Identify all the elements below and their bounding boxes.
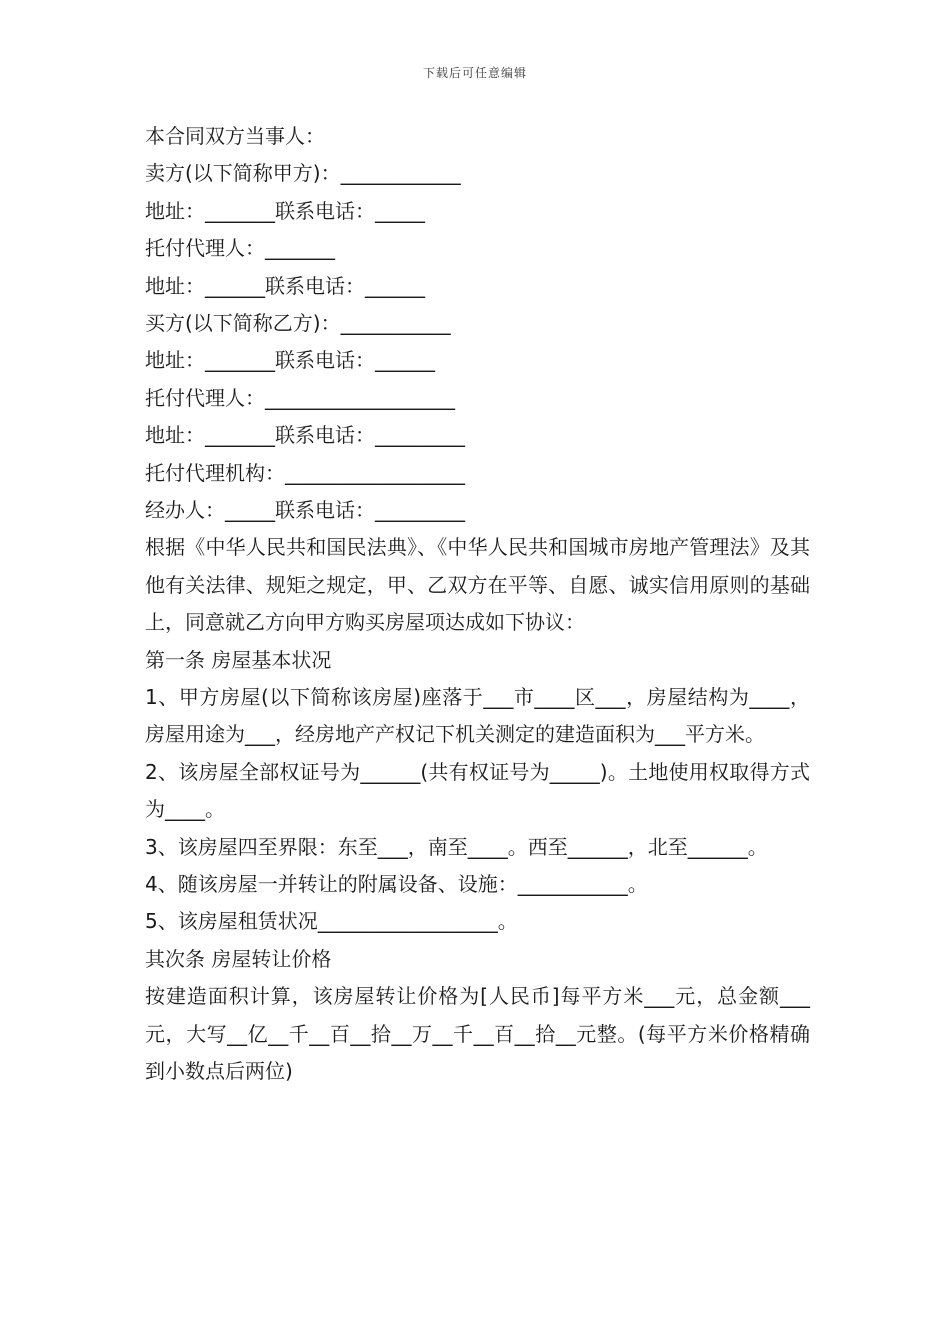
article1-item-4: 4、随该房屋一并转让的附属设备、设施：___________。 xyxy=(145,871,648,896)
intro-paragraph: 根据《中华人民共和国民法典》、《中华人民共和国城市房地产管理法》及其他有关法律、规矩之规定，甲、乙双方在平等、自愿、诚实信用原则的基础上，同意就乙方向甲方购买房屋项达成如下协议： xyxy=(145,535,810,635)
seller-address-line: 地址：_______联系电话：_____ xyxy=(145,198,425,223)
parties-heading: 本合同双方当事人： xyxy=(145,124,325,148)
buyer-line: 买方(以下简称乙方)：___________ xyxy=(145,310,451,335)
article1-item-3: 3、该房屋四至界限：东至___，南至____。西至______，北至______。 xyxy=(145,834,768,859)
buyer-agent-address-line: 地址：_______联系电话：_________ xyxy=(145,423,465,448)
seller-agent-line: 托付代理人：_______ xyxy=(145,236,335,261)
article1-item-5: 5、该房屋租赁状况__________________。 xyxy=(145,909,518,934)
contract-body xyxy=(145,118,810,1090)
article1-item-2: 2、该房屋全部权证号为______(共有权证号为_____)。土地使用权取得方式为____。 xyxy=(145,759,810,822)
article2-title: 其次条 房屋转让价格 xyxy=(145,946,332,971)
article1-title: 第一条 房屋基本状况 xyxy=(145,647,332,672)
article2-body: 按建造面积计算，该房屋转让价格为[人民币]每平方米___元，总金额___元，大写__亿__千__百__拾__万__千__百__拾__元整。(每平方米价格精确到小数点后两位) xyxy=(145,984,810,1083)
seller-agent-address-line: 地址：______联系电话：______ xyxy=(145,273,425,298)
buyer-agent-line: 托付代理人：___________________ xyxy=(145,385,455,410)
seller-line: 卖方(以下简称甲方)：____________ xyxy=(145,161,461,186)
buyer-address-line: 地址：_______联系电话：______ xyxy=(145,348,435,373)
article1-item-1: 1、甲方房屋(以下简称该房屋)座落于___市____区___，房屋结构为____，房屋用途为___，经房地产产权记下机关测定的建造面积为___平方米。 xyxy=(145,684,810,747)
agency-line: 托付代理机构：__________________ xyxy=(145,460,465,485)
page-header-note: 下载后可任意编辑 xyxy=(422,66,527,80)
handler-line: 经办人：_____联系电话：_________ xyxy=(145,497,465,522)
